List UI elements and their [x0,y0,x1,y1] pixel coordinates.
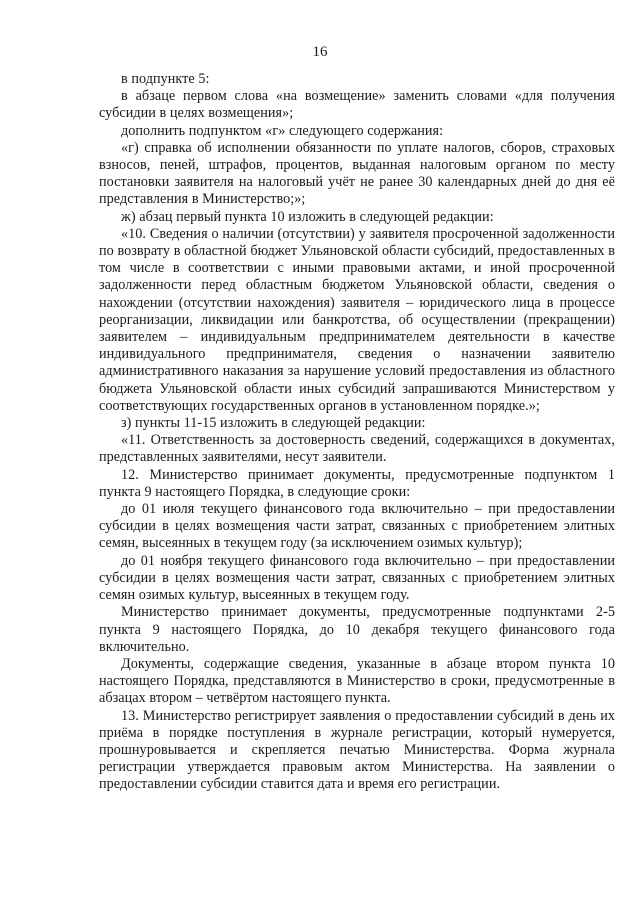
paragraph-14: 13. Министерство регистрирует заявления о предоставлении субсидий в день их приёма в порядке поступления в журнале регистрации, который нумеруется, прошнуровывается и скрепляется печатью Министерства. Форма журнала регистрации утверждается правовым актом Министерства. На заявлении о предоставлении субсидии ставится дата и время его регистрации. [99,707,615,793]
paragraph-3: дополнить подпунктом «г» следующего содержания: [121,122,444,139]
paragraph-12: Министерство принимает документы, предусмотренные подпунктами 2-5 пункта 9 настоящего Порядка, до 10 декабря текущего финансового года включительно. [99,604,615,655]
paragraph-6: «10. Сведения о наличии (отсутствии) у заявителя просроченной задолженности по возврату в областной бюджет Ульяновской области субсидий, предоставленных в том числе в соответствии с иными правовыми актами, и иной просроченной задолженности перед областным бюджетом Ульяновской области, сведения о нахождении (отсутствии нахождения) заявителя – юридического лица в процессе реорганизации, ликвидации или банкротства, об осуществлении (прекращении) заявителем – индивидуальным предпринимателем деятельности в качестве индивидуального предпринимателя, сведения о назначении заявителю административного наказания за нарушение условий предоставления из областного бюджета Ульяновской области иных субсидий запрашиваются Министерством у соответствующих государственных органов в установленном порядке.»; [99,225,615,414]
paragraph-5: ж) абзац первый пункта 10 изложить в следующей редакции: [121,208,494,225]
paragraph-8: «11. Ответственность за достоверность сведений, содержащихся в документах, представленных заявителями, несут заявители. [99,432,615,466]
paragraph-10: до 01 июля текущего финансового года включительно – при предоставлении субсидии в целях возмещения части затрат, связанных с приобретением элитных семян, высеянных в текущем году (за исключением озимых культур); [99,501,615,552]
paragraph-7: з) пункты 11-15 изложить в следующей редакции: [121,415,426,432]
paragraph-1: в подпункте 5: [121,71,210,87]
paragraph-9: 12. Министерство принимает документы, предусмотренные подпунктом 1 пункта 9 настоящего Порядка, в следующие сроки: [99,466,615,500]
paragraph-2: в абзаце первом слова «на возмещение» заменить словами «для получения субсидии в целях возмещения»; [99,88,615,122]
page-number: 16 [312,44,328,60]
paragraph-4: «г) справка об исполнении обязанности по уплате налогов, сборов, страховых взносов, пеней, штрафов, процентов, выданная налоговым органом по месту постановки заявителя на налоговый учёт не ранее 30 календарных дней до дня её представления в Министерство;»; [99,139,615,208]
document-body [99,71,615,794]
paragraph-13: Документы, содержащие сведения, указанные в абзаце втором пункта 10 настоящего Порядка, представляются в Министерство в сроки, предусмотренные в абзацах втором – четвёртом настоящего пункта. [99,655,615,707]
paragraph-11: до 01 ноября текущего финансового года включительно – при предоставлении субсидии в целях возмещения части затрат, связанных с приобретением элитных семян озимых культур, высеянных в текущем году. [99,552,615,604]
